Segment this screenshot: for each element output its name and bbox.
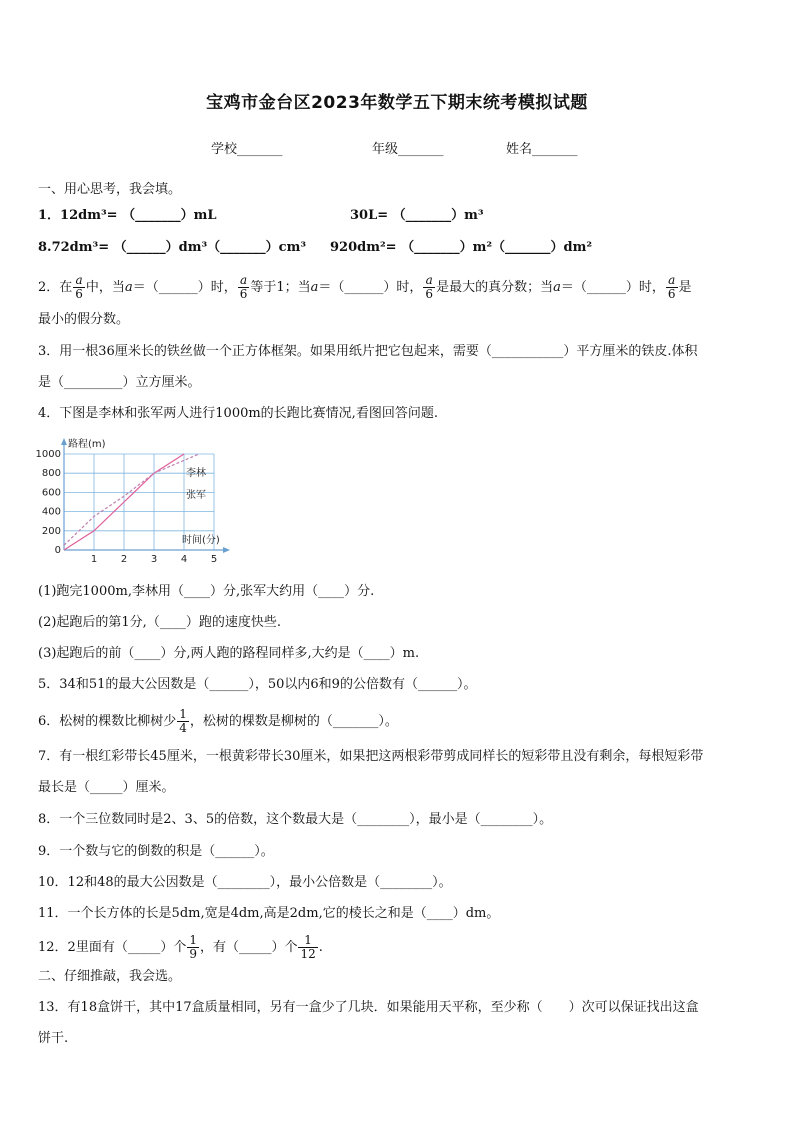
question-4: 4．下图是李林和张军两人进行1000m的长跑比赛情况,看图回答问题.: [38, 406, 438, 421]
x-axis-label: 时间(分): [182, 535, 220, 546]
question-12: [38, 934, 323, 961]
question-2: [38, 274, 692, 301]
y-tick-label: 1000: [36, 449, 61, 460]
chart-ticks: [36, 449, 217, 565]
question-3-line-2: 是（_________）立方厘米。: [38, 375, 201, 390]
fraction-a-over-6: $\frac{a}{6}$: [75, 273, 83, 301]
legend-entry: 张军: [186, 490, 206, 501]
question-2-line-2: 最小的假分数。: [38, 312, 130, 327]
chart-series: [64, 454, 199, 550]
variable-a: a: [553, 280, 561, 295]
race-line-chart: [36, 436, 236, 566]
fraction-1-over-9: $\frac{1}{9}$: [189, 933, 197, 961]
fraction-a-over-6: $\frac{a}{6}$: [239, 273, 248, 301]
question-5: 5．34和51的最大公因数是（______），50以内6和9的公倍数有（______）。: [38, 677, 477, 692]
grade-field[interactable]: 年级_______: [372, 142, 444, 157]
fraction-1-over-12: $\frac{1}{12}$: [300, 933, 316, 961]
fraction-a-over-6: $\frac{a}{6}$: [425, 273, 434, 301]
question-6: [38, 708, 398, 735]
question-12-text-1: 12．2里面有（_____）个: [38, 940, 187, 955]
question-2-text-2: 中，当: [85, 280, 125, 295]
question-1d: 920dm²= （_______）m²（_______）dm²: [330, 240, 593, 255]
question-8: 8．一个三位数同时是2、3、5的倍数，这个数最大是（________），最小是（________）。: [38, 812, 553, 827]
question-12-text-2: ，有（_____）个: [199, 940, 298, 955]
question-10: 10．12和48的最大公因数是（________），最小公倍数是（________）。: [38, 875, 452, 890]
question-7-line-1: 7．有一根红彩带长45厘米，一根黄彩带长30厘米，如果把这两根彩带剪成同样长的短彩带且没有剩余，每根短彩带: [38, 749, 704, 764]
section-two-heading: 二、仔细推敲，我会选。: [38, 969, 182, 984]
question-12-text-3: .: [318, 940, 323, 955]
question-6-text-2: ，松树的棵数是柳树的（_______）。: [189, 714, 398, 729]
x-axis-arrow-icon: [223, 547, 230, 553]
page-title: 宝鸡市金台区2023年数学五下期末统考模拟试题: [206, 93, 588, 113]
question-13-line-2: 饼干.: [38, 1031, 69, 1046]
question-1b: 30L= （_______）m³: [350, 208, 484, 223]
y-tick-label: 800: [41, 468, 61, 480]
variable-a: a: [124, 280, 133, 295]
question-4-sub-3: (3)起跑后的前（____）分,两人跑的路程同样多,大约是（____）m.: [38, 646, 420, 661]
x-tick-label: 3: [150, 554, 158, 565]
question-9: 9．一个数与它的倒数的积是（______）。: [38, 844, 274, 859]
x-tick-label: 1: [90, 554, 98, 565]
y-tick-label: 400: [41, 506, 61, 518]
question-4-sub-2: (2)起跑后的第1分,（____）跑的速度快些.: [38, 615, 281, 630]
question-2-text-5: ＝（______）时，: [318, 280, 423, 295]
question-1c: 8.72dm³= （______）dm³（_______）cm³: [38, 240, 307, 255]
question-2-text-6: 是最大的真分数；当: [436, 280, 554, 295]
y-axis-label: 路程(m): [68, 439, 106, 450]
fraction-a-over-6: $\frac{a}{6}$: [667, 273, 676, 301]
series-line-张军: [64, 454, 199, 545]
question-13-line-1: 13．有18盒饼干，其中17盒质量相同，另有一盒少了几块．如果能用天平称，至少称（ ）次可以保证找出这盒: [38, 1000, 699, 1015]
question-4-sub-1: (1)跑完1000m,李林用（____）分,张军大约用（____）分.: [38, 584, 375, 599]
question-2-text-4: 等于1；当: [250, 280, 311, 295]
question-2-text-3: ＝（______）时，: [132, 280, 237, 295]
y-axis-arrow-icon: [61, 438, 67, 445]
fraction-1-over-4: $\frac{1}{4}$: [179, 707, 187, 735]
y-tick-label: 600: [41, 487, 61, 499]
question-7-line-2: 最长是（_____）厘米。: [38, 780, 175, 795]
variable-a: a: [310, 280, 319, 295]
question-11: 11．一个长方体的长是5dm,宽是4dm,高是2dm,它的棱长之和是（____）dm。: [38, 906, 500, 921]
question-1a: 1．12dm³= （_______）mL: [38, 208, 217, 223]
y-tick-label: 0: [54, 545, 61, 556]
school-field[interactable]: 学校_______: [211, 142, 283, 157]
question-2-text-1: 2．在: [38, 280, 73, 295]
legend-entry: 李林: [186, 468, 206, 479]
question-6-text-1: 6．松树的棵数比柳树少: [38, 714, 177, 729]
section-one-heading: 一、用心思考，我会填。: [38, 182, 182, 197]
x-tick-label: 5: [210, 554, 218, 565]
chart-legend: [186, 466, 206, 501]
question-2-text-8: 是: [678, 280, 692, 295]
question-3-line-1: 3．用一根36厘米长的铁丝做一个正方体框架。如果用纸片把它包起来，需要（___________）平方厘米的铁皮.体积: [38, 344, 698, 359]
question-2-text-7: ＝（______）时，: [560, 280, 665, 295]
y-tick-label: 200: [41, 525, 61, 537]
name-field[interactable]: 姓名_______: [506, 142, 578, 157]
x-tick-label: 2: [120, 554, 128, 565]
x-tick-label: 4: [180, 554, 188, 565]
